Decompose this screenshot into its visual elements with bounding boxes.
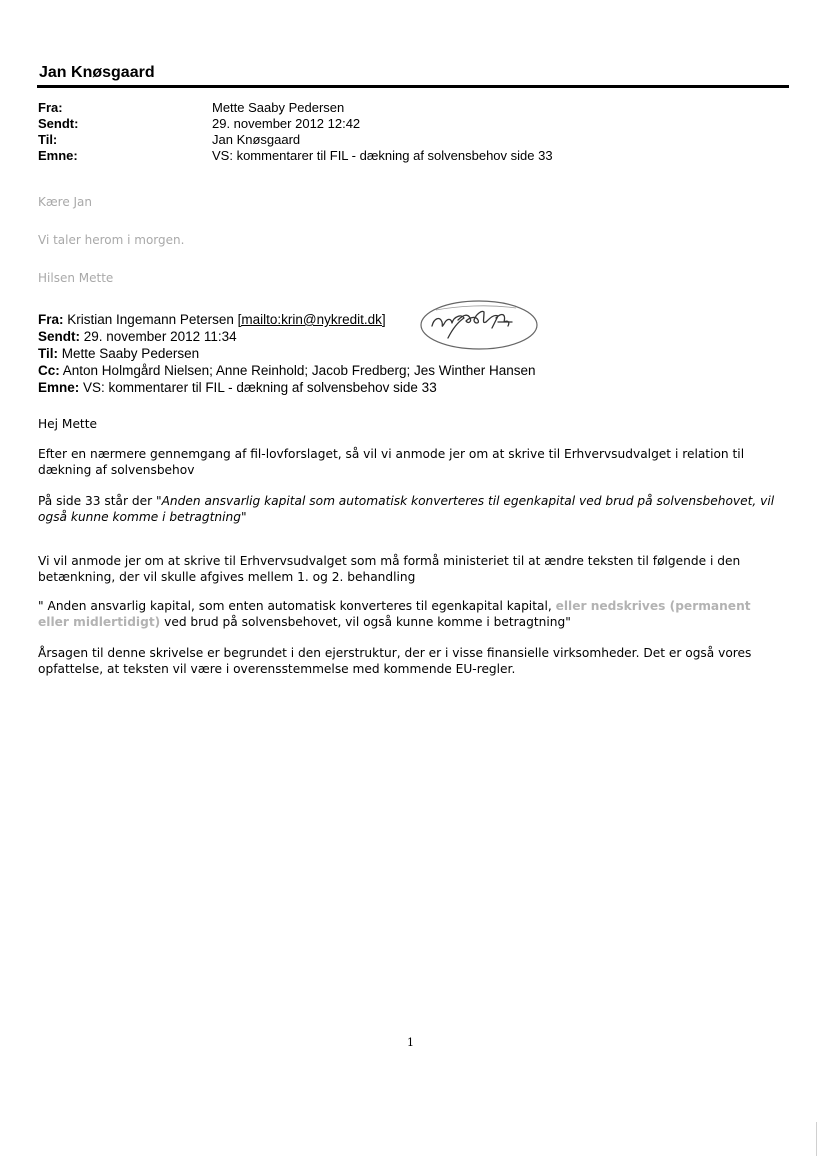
document-owner-name: Jan Knøsgaard [39, 64, 155, 81]
body-greeting: Hej Mette [38, 417, 97, 431]
body-paragraph-5: Årsagen til denne skrivelse er begrundet i den ejerstruktur, der er i visse finansielle virksomheder. Det er også vores opfattelse, at teksten vil være i overensstemmelse med kommende EU-regler. [38, 646, 752, 676]
from-label: Fra: [38, 100, 63, 115]
p4-end: ved brud på solvensbehovet, vil også kunne komme i betragtning" [160, 615, 571, 629]
fwd-to-line [38, 346, 199, 361]
to-label: Til: [38, 132, 58, 147]
fwd-cc-line [38, 363, 536, 378]
fwd-subject-label: Emne: [38, 380, 80, 395]
subject-label: Emne: [38, 148, 78, 163]
fwd-sent-label: Sendt: [38, 329, 80, 344]
to-value: Jan Knøsgaard [212, 132, 301, 147]
p2-prefix: På side 33 står der [38, 494, 156, 508]
subject-value: VS: kommentarer til FIL - dækning af solvensbehov side 33 [212, 148, 553, 163]
body-paragraph-2 [38, 493, 778, 525]
scan-edge-mark [816, 1122, 817, 1156]
reply-greeting: Kære Jan [38, 195, 93, 209]
fwd-cc-label: Cc: [38, 363, 60, 378]
fwd-cc-value: Anton Holmgård Nielsen; Anne Reinhold; Jacob Fredberg; Jes Winther Hansen [62, 363, 536, 378]
header-rule [37, 85, 789, 88]
body-paragraph-1: Efter en nærmere gennemgang af fil-lovforslaget, så vil vi anmode jer om at skrive til Erhvervsudvalget i relation til dækning af solvensbehov [38, 447, 745, 477]
reply-line: Vi taler herom i morgen. [38, 233, 185, 247]
fwd-sent-line [38, 329, 237, 344]
p4-start: " Anden ansvarlig kapital, som enten automatisk konverteres til egenkapital kapital, [38, 599, 556, 613]
fwd-subject-value: VS: kommentarer til FIL - dækning af solvensbehov side 33 [83, 380, 437, 395]
handwritten-initials-stamp [418, 296, 542, 352]
body-paragraph-3: Vi vil anmode jer om at skrive til Erhvervsudvalget som må formå ministeriet til at ændre teksten til følgende i den betænkning, der vil skulle afgives mellem 1. og 2. behandling [38, 554, 741, 584]
body-paragraph-4 [38, 598, 778, 630]
fwd-sent-value: 29. november 2012 11:34 [83, 329, 237, 344]
p4-highlight: eller nedskrives (permanent eller midlertidigt) [38, 599, 751, 629]
fwd-from-email-link[interactable]: [mailto:krin@nykredit.dk] [237, 312, 386, 327]
fwd-from-line [38, 312, 386, 327]
fwd-to-value: Mette Saaby Pedersen [61, 346, 200, 361]
fwd-to-label: Til: [38, 346, 58, 361]
fwd-from-name: Kristian Ingemann Petersen [67, 312, 234, 327]
from-value: Mette Saaby Pedersen [212, 100, 345, 115]
sent-value: 29. november 2012 12:42 [212, 116, 361, 131]
page-number: 1 [407, 1036, 414, 1049]
reply-signoff: Hilsen Mette [38, 271, 114, 285]
sent-label: Sendt: [38, 116, 79, 131]
fwd-from-label: Fra: [38, 312, 64, 327]
fwd-subject-line [38, 380, 437, 395]
p2-quote: "Anden ansvarlig kapital som automatisk konverteres til egenkapital ved brud på solvensbehovet, vil også kunne komme i betragtning" [38, 494, 775, 524]
